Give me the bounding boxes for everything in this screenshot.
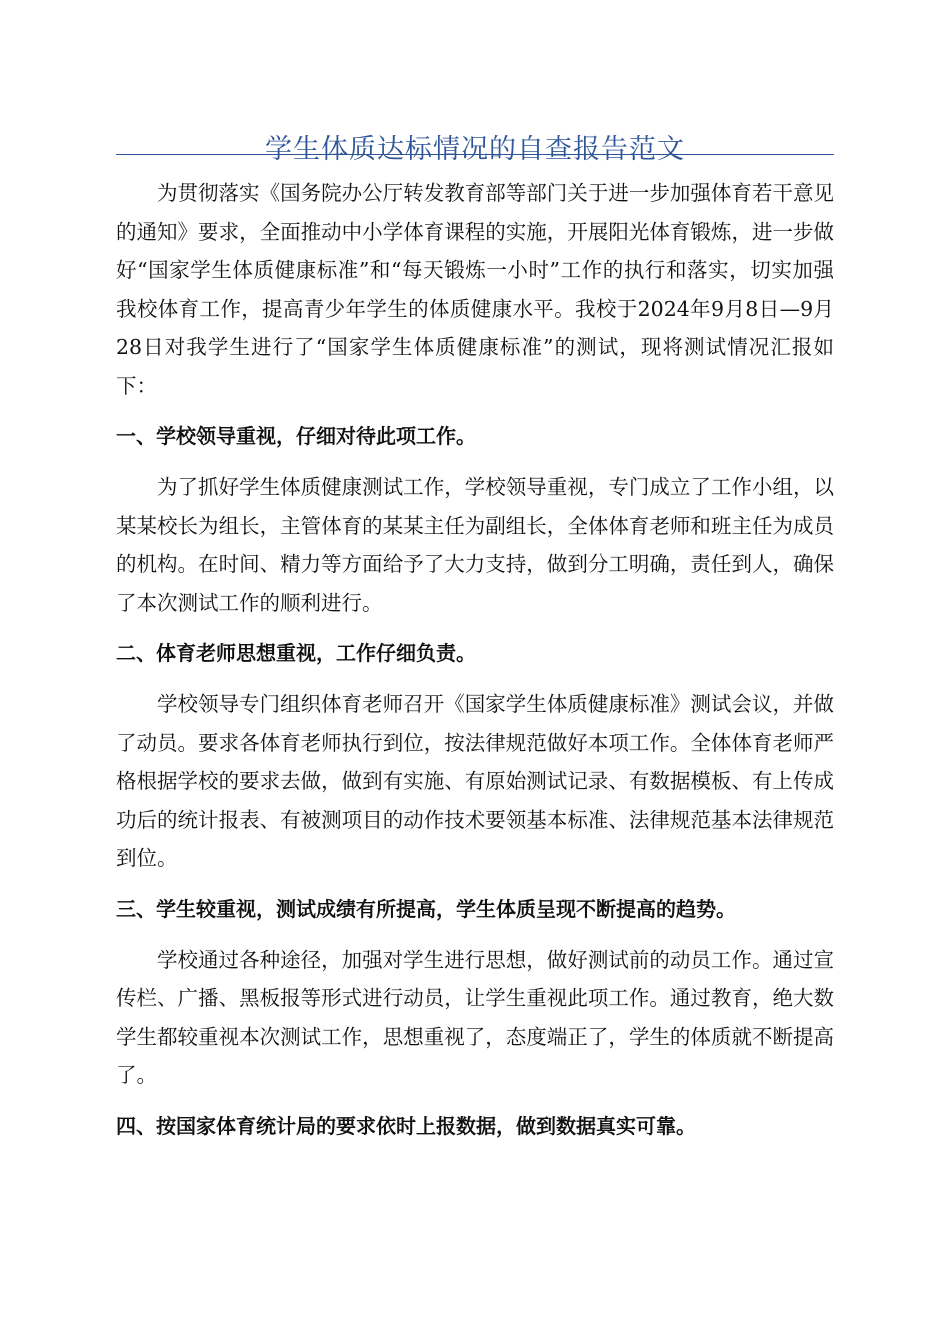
intro-paragraph: 为贯彻落实《国务院办公厅转发教育部等部门关于进一步加强体育若干意见的通知》要求，全面推动中小学体育课程的实施，开展阳光体育锻炼，进一步做好“国家学生体质健康标准”和“每天锻炼一小时”工作的执行和落实，切实加强我校体育工作，提高青少年学生的体质健康水平。我校于2024年9月8日—9月28日对我学生进行了“国家学生体质健康标准”的测试，现将测试情况汇报如下： xyxy=(116,181,834,398)
section-2-paragraph: 学校领导专门组织体育老师召开《国家学生体质健康标准》测试会议，并做了动员。要求各体育老师执行到位，按法律规范做好本项工作。全体体育老师严格根据学校的要求去做，做到有实施、有原始测试记录、有数据模板、有上传成功后的统计报表、有被测项目的动作技术要领基本标准、法律规范基本法律规范到位。 xyxy=(116,692,834,870)
spacer xyxy=(116,405,834,417)
spacer xyxy=(116,928,834,941)
title-underline xyxy=(116,154,834,155)
section-2-heading: 二、体育老师思想重视，工作仔细负责。 xyxy=(116,641,476,665)
document-body xyxy=(116,174,834,1145)
section-1-paragraph: 为了抓好学生体质健康测试工作，学校领导重视，专门成立了工作小组，以某某校长为组长，主管体育的某某主任为副组长，全体体育老师和班主任为成员的机构。在时间、精力等方面给予了大力支持，做到分工明确，责任到人，确保了本次测试工作的顺利进行。 xyxy=(116,475,834,615)
section-1-heading: 一、学校领导重视，仔细对待此项工作。 xyxy=(116,424,476,448)
spacer xyxy=(116,672,834,685)
spacer xyxy=(116,622,834,634)
section-4-heading: 四、按国家体育统计局的要求依时上报数据，做到数据真实可靠。 xyxy=(116,1113,696,1138)
section-3-paragraph: 学校通过各种途径，加强对学生进行思想，做好测试前的动员工作。通过宣传栏、广播、黑板报等形式进行动员，让学生重视此项工作。通过教育，绝大数学生都较重视本次测试工作，思想重视了，态度端正了，学生的体质就不断提高了。 xyxy=(116,947,834,1087)
spacer xyxy=(116,1095,834,1107)
spacer xyxy=(116,455,834,468)
section-3-heading: 三、学生较重视，测试成绩有所提高，学生体质呈现不断提高的趋势。 xyxy=(116,896,736,921)
document-title: 学生体质达标情况的自查报告范文 xyxy=(265,134,685,166)
spacer xyxy=(116,878,834,890)
